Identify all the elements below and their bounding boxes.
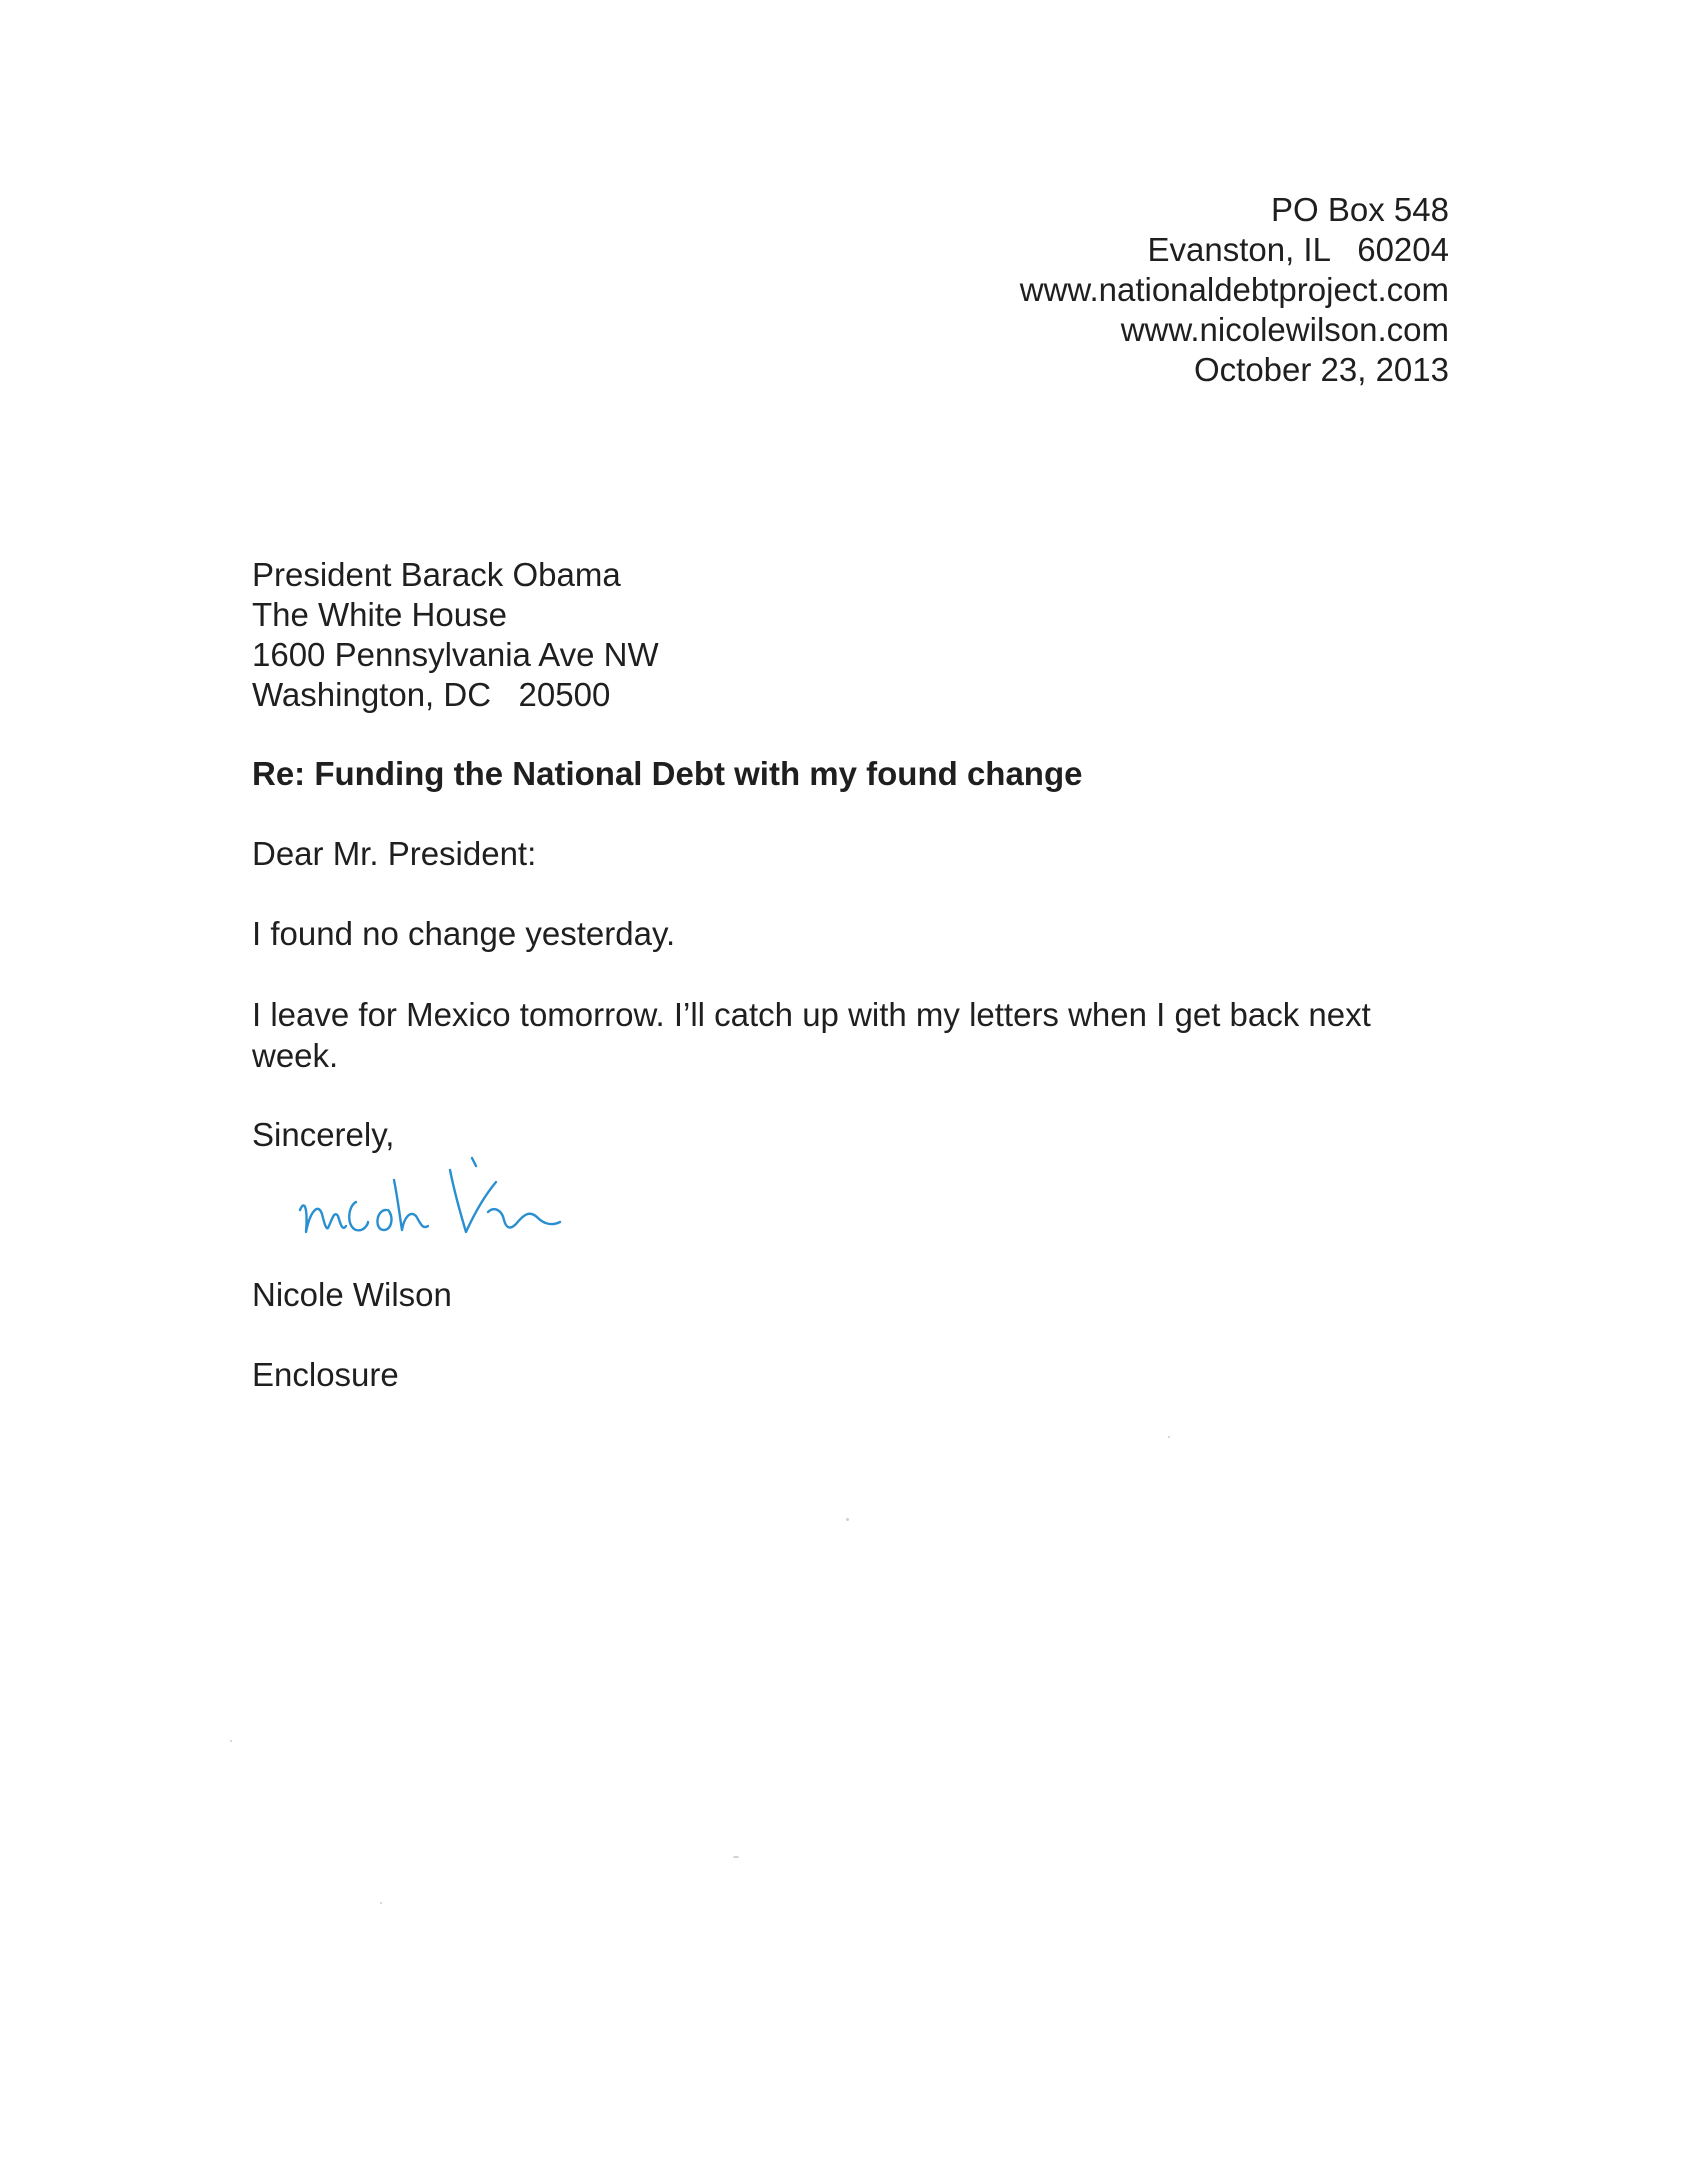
salutation: Dear Mr. President: xyxy=(252,835,537,872)
sender-po-box: PO Box 548 xyxy=(1271,191,1449,228)
recipient-organization: The White House xyxy=(252,596,507,633)
recipient-city-state-zip: Washington, DC 20500 xyxy=(252,676,611,713)
sender-city-state-zip: Evanston, IL 60204 xyxy=(1147,231,1449,268)
paper-speck xyxy=(230,1740,232,1742)
sender-address-block xyxy=(1020,190,1449,390)
recipient-street: 1600 Pennsylvania Ave NW xyxy=(252,636,659,673)
recipient-name: President Barack Obama xyxy=(252,556,621,593)
signer-name: Nicole Wilson xyxy=(252,1276,452,1313)
paper-speck xyxy=(733,1856,739,1858)
sender-website-national-debt: www.nationaldebtproject.com xyxy=(1019,271,1449,308)
paper-speck xyxy=(380,1902,382,1904)
recipient-address-block xyxy=(252,555,659,715)
body-paragraph-1: I found no change yesterday. xyxy=(252,915,676,952)
sender-website-personal: www.nicolewilson.com xyxy=(1120,311,1449,348)
subject-line: Re: Funding the National Debt with my found change xyxy=(252,755,1083,792)
paper-speck xyxy=(846,1518,849,1521)
letter-date: October 23, 2013 xyxy=(1193,351,1449,388)
paper-speck xyxy=(1168,1436,1170,1438)
handwritten-signature xyxy=(290,1140,650,1250)
body-paragraph-2: I leave for Mexico tomorrow. I’ll catch up with my letters when I get back next week. xyxy=(252,996,1371,1074)
closing: Sincerely, xyxy=(252,1116,395,1153)
enclosure-note: Enclosure xyxy=(252,1356,399,1393)
